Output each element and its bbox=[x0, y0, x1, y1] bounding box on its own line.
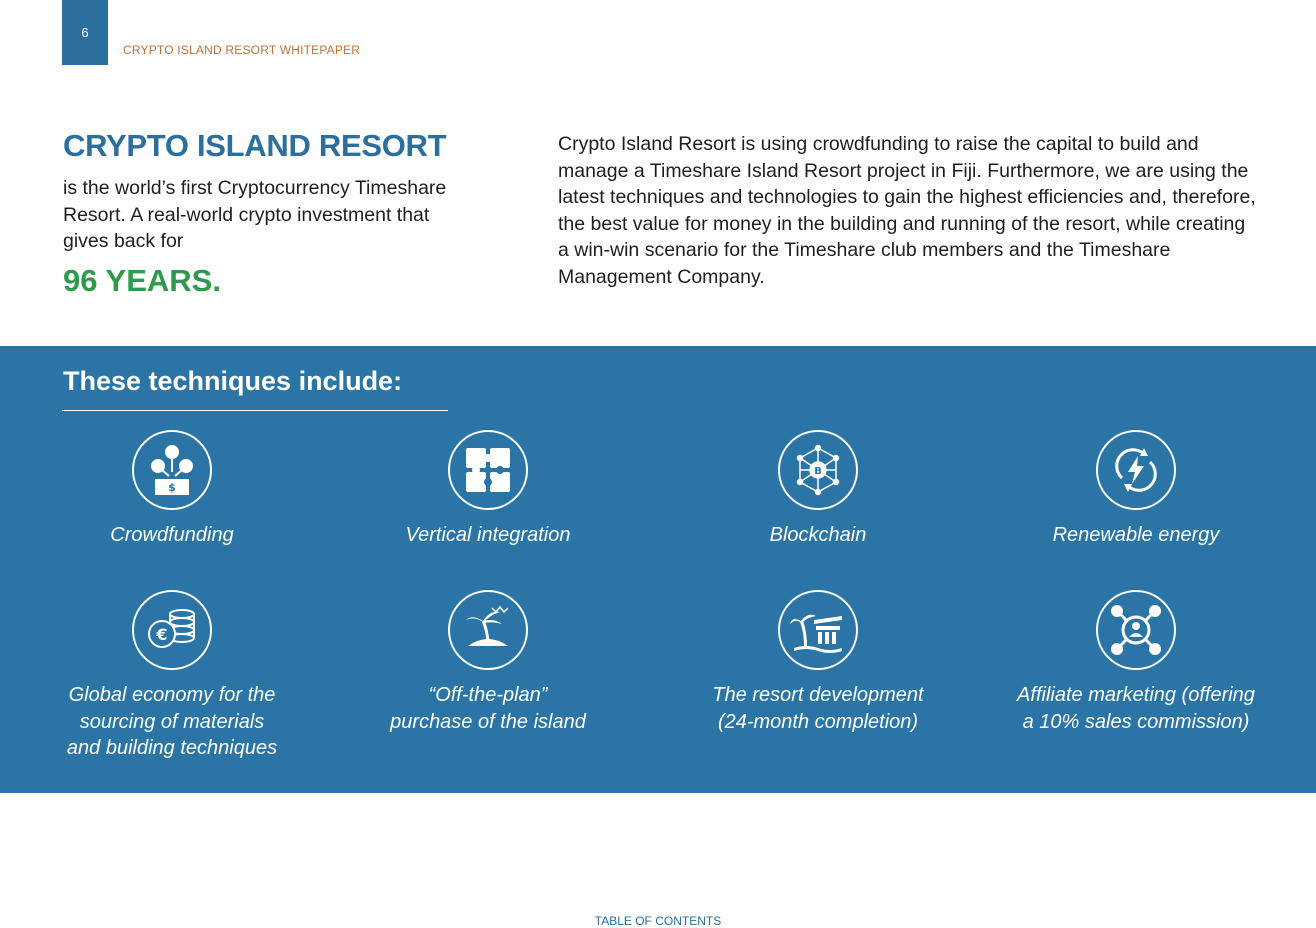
techniques-band bbox=[0, 346, 1316, 793]
techniques-title: These techniques include: bbox=[63, 366, 403, 396]
technique-label: Affiliate marketing (offering a 10% sales commission) bbox=[1017, 684, 1255, 733]
table-of-contents-link[interactable]: TABLE OF CONTENTS bbox=[594, 914, 722, 928]
technique-label: Vertical integration bbox=[405, 524, 571, 546]
technique-affiliate-marketing bbox=[986, 590, 1286, 735]
technique-blockchain bbox=[668, 430, 968, 549]
renewable-energy-icon bbox=[1096, 430, 1176, 510]
svg-text:$: $ bbox=[168, 481, 176, 494]
technique-label: The resort development (24-month completion) bbox=[712, 684, 924, 733]
svg-text:B: B bbox=[814, 466, 822, 477]
affiliate-network-icon bbox=[1096, 590, 1176, 670]
hero-heading: CRYPTO ISLAND RESORT bbox=[63, 128, 447, 163]
technique-crowdfunding bbox=[22, 430, 322, 549]
hero-years: 96 YEARS. bbox=[63, 263, 221, 298]
technique-global-economy bbox=[22, 590, 322, 762]
island-icon bbox=[448, 590, 528, 670]
document-title: CRYPTO ISLAND RESORT WHITEPAPER bbox=[123, 43, 361, 57]
technique-label: “Off-the-plan” purchase of the island bbox=[390, 684, 586, 733]
coins-icon bbox=[132, 590, 212, 670]
technique-renewable-energy bbox=[986, 430, 1286, 549]
technique-resort-development bbox=[668, 590, 968, 735]
resort-icon bbox=[778, 590, 858, 670]
svg-text:€: € bbox=[156, 625, 168, 644]
crowdfunding-icon bbox=[132, 430, 212, 510]
hero-description: Crypto Island Resort is using crowdfunding to raise the capital to build and manage a Timeshare Island Resort project in Fiji. Furthermore, we are using the latest techniques and technologies to gain the highest efficiencies and, therefore, the best value for money in the building and running of the resort, while creating a win-win scenario for the Timeshare club members and the Timeshare Management Company. bbox=[558, 133, 1256, 288]
technique-label: Renewable energy bbox=[1052, 524, 1220, 546]
technique-label: Blockchain bbox=[769, 524, 867, 546]
hero-text: is the world’s first Cryptocurrency Timeshare Resort. A real-world crypto investment that gives back for bbox=[63, 177, 447, 252]
page-number: 6 bbox=[81, 25, 89, 40]
technique-label: Global economy for the sourcing of materials and building techniques bbox=[66, 684, 278, 759]
title-divider bbox=[62, 410, 448, 411]
technique-vertical-integration bbox=[338, 430, 638, 549]
technique-off-the-plan bbox=[338, 590, 638, 735]
technique-label: Crowdfunding bbox=[110, 524, 234, 546]
page-number-tab bbox=[62, 0, 108, 65]
puzzle-icon bbox=[448, 430, 528, 510]
blockchain-icon bbox=[778, 430, 858, 510]
